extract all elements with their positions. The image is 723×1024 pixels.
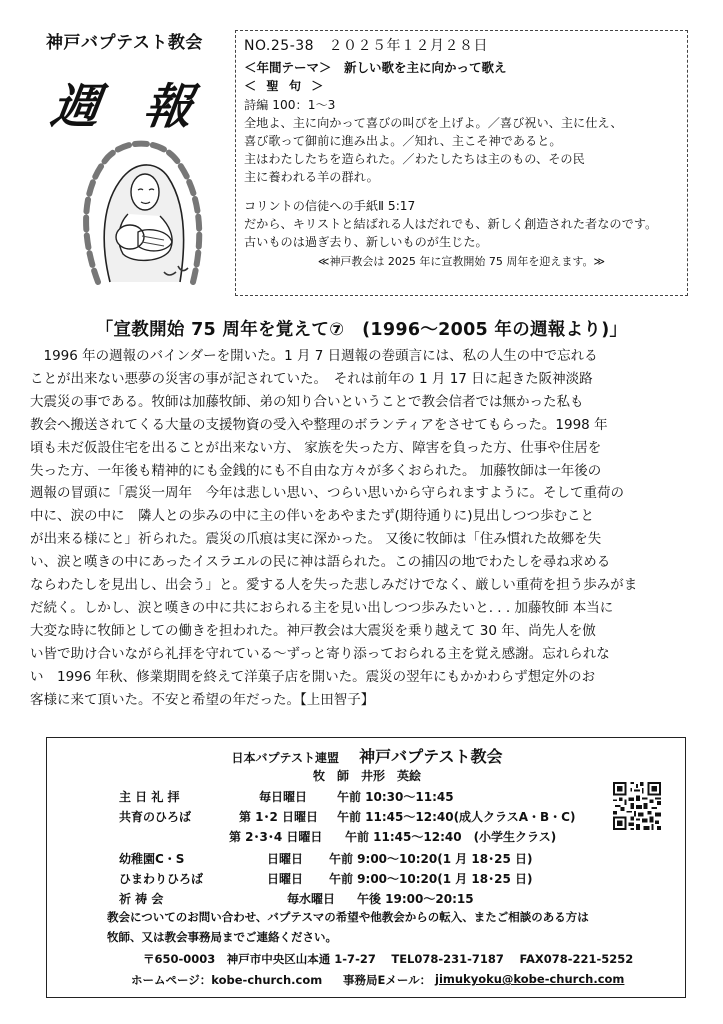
service-name: 共育のひろば xyxy=(119,810,192,824)
service-day: 日曜日 xyxy=(267,872,304,886)
verse-label: ＜ 聖 句 ＞ xyxy=(244,79,327,94)
verse-line: 詩編 100：1～3 xyxy=(244,97,336,112)
article-line: い皆で助け合いながら礼拝を守れている～ずっと寄り添っておられる主を覚え感謝。忘れられな xyxy=(30,645,610,662)
service-time: 午後 19:00～20:15 xyxy=(357,892,474,906)
anniversary-note: ≪神戸教会は 2025 年に宣教開始 75 周年を迎えます。≫ xyxy=(317,255,606,269)
church-name: 神戸バプテスト教会 xyxy=(359,747,503,766)
union-line xyxy=(47,744,687,767)
article-line: 教会へ搬送されてくる大量の支援物資の受入や整理のボランティアをさせてもらった。1998 年 xyxy=(30,416,608,433)
article-line: 頃も未だ仮設住宅を出ることが出来ない方、 家族を失った方、障害を負った方、仕事や住居を xyxy=(30,439,602,456)
church-info-box xyxy=(46,737,686,998)
service-name: 祈 祷 会 xyxy=(119,892,164,906)
madonna-child-illustration xyxy=(68,132,218,292)
service-day: 第 1･2 日曜日 xyxy=(239,810,319,824)
article-body xyxy=(30,345,694,712)
email-label: 事務局Eメール： xyxy=(343,973,432,987)
verse-line: 喜び歌って御前に進み出よ。／知れ、主こそ神であると。 xyxy=(244,134,562,149)
issue-number-date: NO.25-38 ２０２５年１２月２８日 xyxy=(244,38,489,54)
article-line: だ続く。しかし、涙と嘆きの中に共におられる主を見い出しつつ歩みたいと. . . 加藤牧師 本当に xyxy=(30,599,614,616)
email-link[interactable]: jimukyoku@kobe-church.com xyxy=(435,972,625,986)
qr-code-icon[interactable] xyxy=(613,782,661,830)
service-name: 主 日 礼 拝 xyxy=(119,790,180,804)
service-name: 幼稚園C・S xyxy=(119,852,185,866)
annual-theme: ＜年間テーマ＞ 新しい歌を主に向かって歌え xyxy=(244,60,507,76)
article-line: 1996 年の週報のバインダーを開いた。1 月 7 日週報の巻頭言には、私の人生の中で忘れる xyxy=(30,348,598,364)
contact-notice: 牧師、又は教会事務局までご連絡ください。 xyxy=(107,930,337,944)
verse-line: 主はわたしたちを造られた。／わたしたちは主のもの、その民 xyxy=(244,152,585,167)
article-line: 大変な時に牧師としての働きを担われた。神戸教会は大震災を乗り越えて 30 年、尚先人を倣 xyxy=(30,622,596,639)
article-line: 週報の冒頭に「震災一周年 今年は悲しい思い、つらい思いから守られますように。そして重荷の xyxy=(30,485,624,502)
homepage-link[interactable]: ホームページ：kobe-church.com xyxy=(131,973,323,987)
service-day: 日曜日 xyxy=(267,852,304,866)
article-line: ことが出来ない悪夢の災害の事が記されていた。 それは前年の 1 月 17 日に起きた阪神淡路 xyxy=(30,370,593,387)
article-title: 「宣教開始 75 周年を覚えて⑦ (1996～2005 年の週報より)」 xyxy=(95,320,628,340)
service-time: 午前 9:00～10:20(1 月 18･25 日) xyxy=(329,872,533,886)
theme-box xyxy=(235,30,688,296)
service-name: ひまわりひろば xyxy=(119,872,204,886)
union-name: 日本バプテスト連盟 xyxy=(231,751,339,765)
verse2-line: だから、キリストと結ばれる人はだれでも、新しく創造された者なのです。 xyxy=(244,216,658,231)
article-line: ならわたしを見出し、出会う」と。愛する人を失った悲しみだけでなく、厳しい重荷を担う歩みがま xyxy=(30,577,638,594)
verse-line: 主に養われる羊の群れ。 xyxy=(244,170,379,185)
verse2-line: 古いものは過ぎ去り、新しいものが生じた。 xyxy=(244,235,488,250)
service-time: 午前 11:45～12:40(成人クラスA・B・C) xyxy=(337,810,576,824)
pastor-name: 牧 師 井形 英絵 xyxy=(312,769,421,783)
service-day: 毎日曜日 xyxy=(259,790,308,804)
bulletin-title: 週 報 xyxy=(47,79,211,135)
address-line: 〒650-0003 神戸市中央区山本通 1-7-27 TEL078-231-7187 FAX078-221-5252 xyxy=(143,952,634,966)
article-line: 大震災の事である。牧師は加藤牧師、弟の知り合いということで教会信者では無かった私も xyxy=(30,393,584,410)
contact-notice: 教会についてのお問い合わせ、バプテスマの希望や他教会からの転入、またご相談のある方は xyxy=(107,910,589,924)
verse2-line: コリントの信徒への手紙Ⅱ 5:17 xyxy=(244,198,416,213)
article-line: い 1996 年秋、修業期間を終えて洋菓子店を開いた。震災の翌年にもかかわらず想定外のお xyxy=(30,668,596,685)
church-name-heading: 神戸バプテスト教会 xyxy=(46,33,203,53)
service-day: 第 2･3･4 日曜日 xyxy=(229,830,323,844)
article-line: 中に、涙の中に 隣人との歩みの中に主の伴いをあやまたず(期待通りに)見出しつつ歩むこと xyxy=(30,508,595,525)
service-time: 午前 10:30～11:45 xyxy=(337,790,454,804)
service-time: 午前 9:00～10:20(1 月 18･25 日) xyxy=(329,852,533,866)
service-time: 午前 11:45～12:40 (小学生クラス) xyxy=(345,830,557,844)
article-line: 客様に来て頂いた。不安と希望の年だった。【上田智子】 xyxy=(30,691,375,708)
verse-line: 全地よ、主に向かって喜びの叫びを上げよ。／喜び祝い、主に仕え、 xyxy=(244,115,623,130)
service-day: 毎水曜日 xyxy=(287,892,336,906)
article-line: 失った方、一年後も精神的にも金銭的にも不自由な方々が多くおられた。 加藤牧師は一年後の xyxy=(30,462,602,479)
article-line: が出来る様にと」祈られた。震災の爪痕は実に深かった。 又後に牧師は「住み慣れた故郷を失 xyxy=(30,531,602,548)
article-line: い、涙と嘆きの中にあったイスラエルの民に神は語られた。この捕囚の地でわたしを尋ね求める xyxy=(30,554,611,571)
